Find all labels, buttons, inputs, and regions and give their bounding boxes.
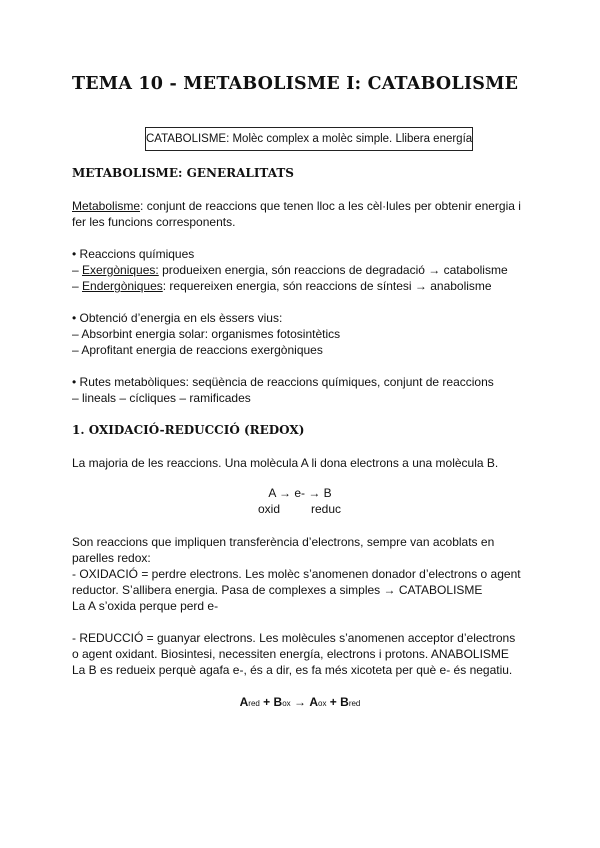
catabolism-definition-box: CATABOLISME: Molèc complex a molèc simple. Llibera energía: [145, 127, 473, 151]
eq-operator: +: [326, 695, 341, 709]
paragraph-line: - OXIDACIÓ = perdre electrons. Les molèc s’anomenen donador d’electrons o agent: [72, 567, 521, 581]
endergonic-term: Endergòniques: [82, 279, 163, 293]
section-heading-generalitats: METABOLISME: GENERALITATS: [72, 166, 294, 180]
routes-types: – lineals – cícliques – ramificades: [72, 391, 251, 405]
paragraph-line: Son reaccions que impliquen transferència d’electrons, sempre van acoblats en: [72, 535, 495, 549]
paragraph-line: o agent oxidant. Biosintesi, necessiten energía, electrons i protons. ANABOLISME: [72, 647, 509, 661]
definition-line-1: [72, 198, 542, 214]
section-heading-redox: 1. OXIDACIÓ-REDUCCIÓ (REDOX): [72, 423, 305, 437]
redox-scheme-reduc-label: reduc: [311, 502, 342, 516]
eq-term: B: [340, 695, 349, 709]
eq-subscript: ox: [318, 699, 327, 708]
eq-term: A: [239, 695, 249, 709]
exergonic-text: produeixen energia, són reaccions de degradació → catabolisme: [158, 263, 508, 277]
redox-scheme-oxid-label: oxid: [258, 502, 281, 516]
paragraph-line: reductor. S’allibera energia. Pasa de complexes a simples → CATABOLISME: [72, 583, 483, 597]
page-title: TEMA 10 - METABOLISME I: CATABOLISME: [72, 74, 519, 94]
exergonic-item: [72, 262, 542, 278]
routes-list: [72, 374, 542, 406]
redox-intro: La majoria de les reaccions. Una molècula A li dona electrons a una molècula B.: [72, 456, 499, 470]
eq-arrow: →: [290, 695, 310, 709]
paragraph-line: parelles redox:: [72, 551, 151, 565]
energy-bullet: • Obtenció d’energia en els èssers vius:: [72, 311, 283, 325]
eq-term: A: [309, 695, 318, 709]
endergonic-text: : requereixen energia, són reaccions de síntesi → anabolisme: [162, 279, 492, 293]
eq-term: B: [273, 695, 283, 709]
reactions-bullet: • Reaccions químiques: [72, 247, 195, 261]
endergonic-item: [72, 278, 542, 294]
reactions-list: [72, 246, 542, 294]
eq-subscript: red: [248, 699, 260, 708]
energy-list: [72, 310, 542, 358]
eq-subscript: red: [348, 699, 361, 708]
exergonic-term: Exergòniques:: [82, 263, 159, 277]
eq-operator: +: [259, 695, 274, 709]
definition-text: : conjunt de reaccions que tenen lloc a les cèl·lules per obtenir energia i: [140, 199, 521, 213]
paragraph-line: La B es redueix perquè agafa e-, és a dir, es fa més xicoteta per què e- és negatiu.: [72, 663, 513, 677]
routes-bullet: • Rutes metabòliques: seqüència de reaccions químiques, conjunt de reaccions: [72, 375, 494, 389]
energy-item-exergonic: – Aprofitant energia de reaccions exergòniques: [72, 343, 323, 357]
eq-subscript: ox: [282, 699, 291, 708]
redox-oxidation-paragraph: [72, 534, 542, 614]
paragraph-line: La A s’oxida perque perd e-: [72, 599, 219, 613]
redox-reduction-paragraph: [72, 630, 542, 678]
redox-equation: [0, 695, 600, 709]
dash: –: [72, 263, 83, 277]
paragraph-line: - REDUCCIÓ = guanyar electrons. Les molècules s’anomenen acceptor d’electrons: [72, 631, 516, 645]
redox-scheme-arrow-line: A → e- → B: [268, 486, 332, 500]
energy-item-solar: – Absorbint energia solar: organismes fotosintètics: [72, 327, 341, 341]
definition-term: Metabolisme: [72, 199, 141, 213]
definition-paragraph: [72, 198, 542, 230]
definition-line-2: fer les funcions corresponents.: [72, 215, 236, 229]
dash: –: [72, 279, 83, 293]
